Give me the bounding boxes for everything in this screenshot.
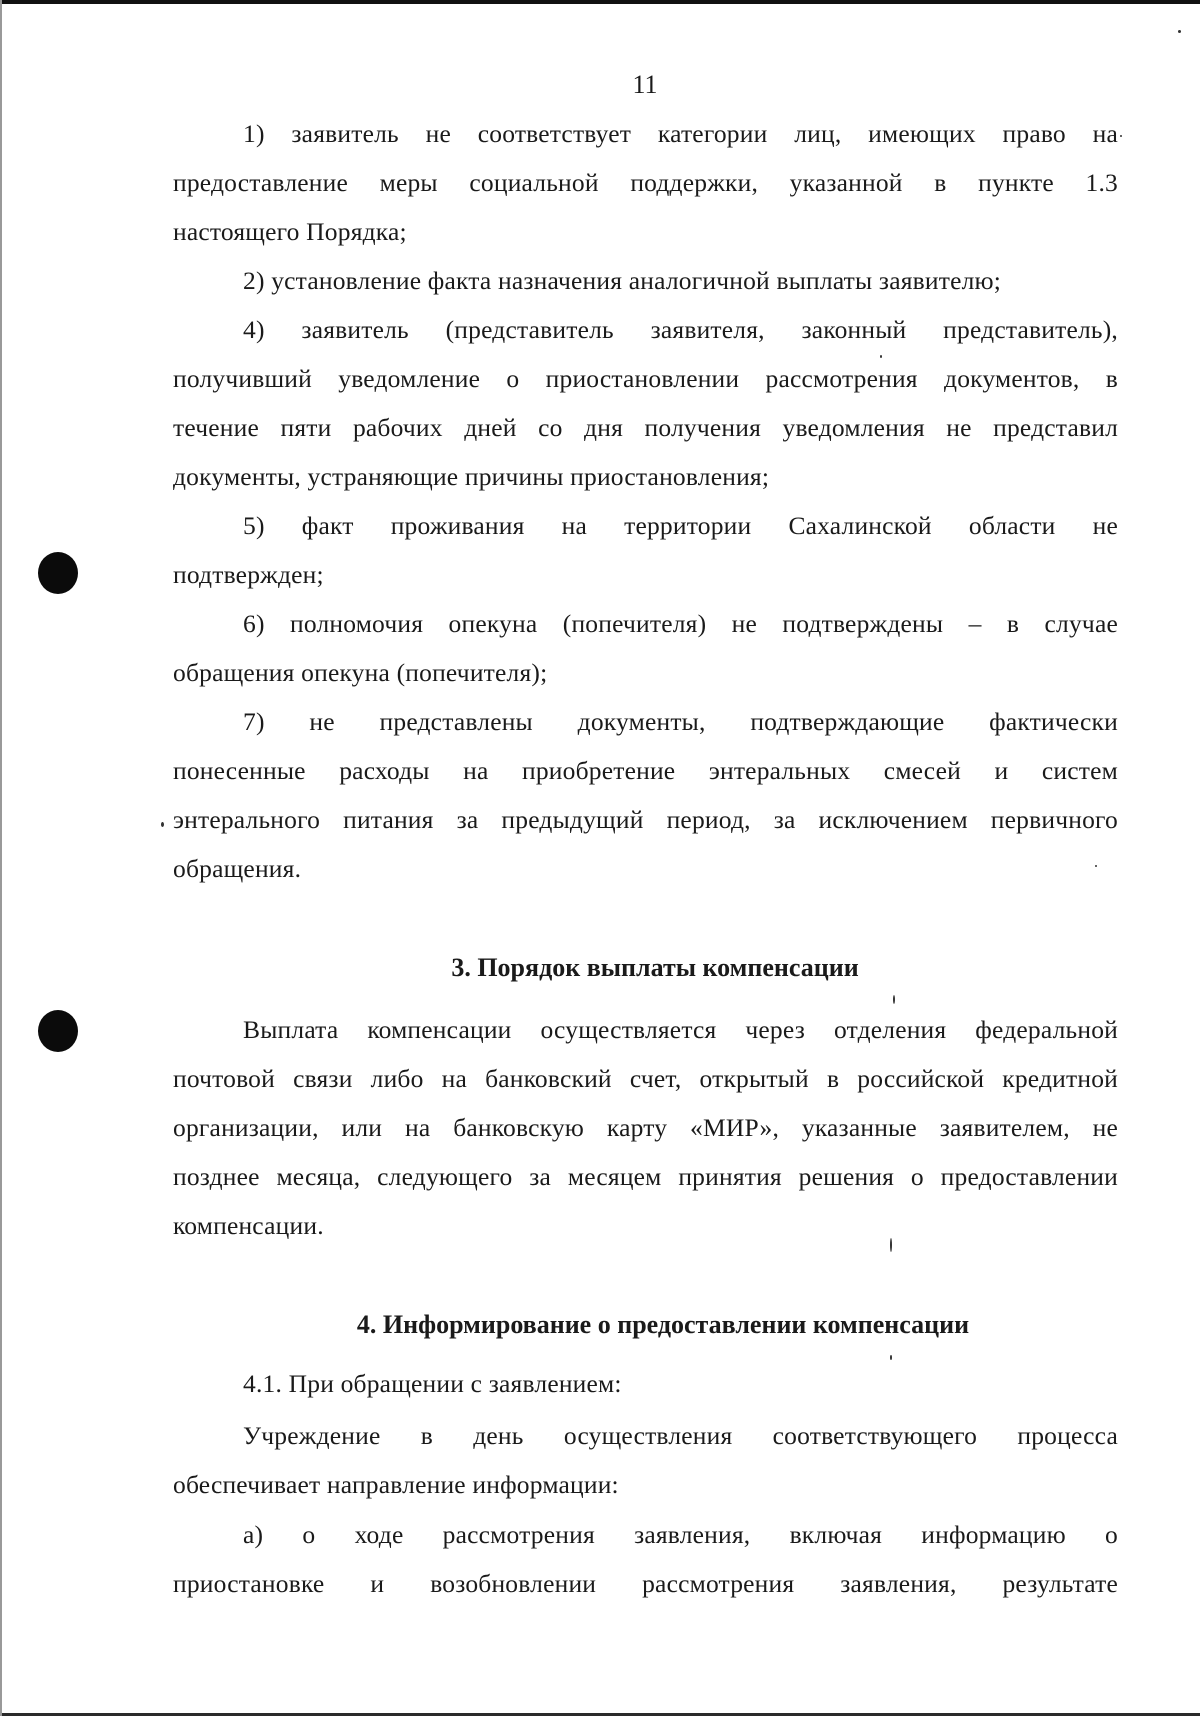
section-3-line-2: почтовой связи либо на банковский счет, открытый в российской кредитной (173, 1064, 1118, 1093)
section-3-line-5: компенсации. (173, 1211, 324, 1240)
section-3-line-3: организации, или на банковскую карту «МИР», указанные заявителем, не (173, 1113, 1118, 1142)
scan-speck (1120, 135, 1122, 137)
scan-speck (890, 1355, 892, 1360)
list-item-1-line-3: настоящего Порядка; (173, 217, 407, 246)
section-4-a-line-2: приостановке и возобновлении рассмотрения заявления, результате (173, 1569, 1118, 1598)
scan-speck (1178, 30, 1181, 33)
page-number: 11 (632, 70, 658, 99)
scan-speck (893, 995, 895, 1004)
list-item-5-line-1: 5) факт проживания на территории Сахалинской области не (243, 511, 1118, 540)
scan-left-edge (0, 0, 2, 1716)
list-item-4-line-2: получивший уведомление о приостановлении рассмотрения документов, в (173, 364, 1118, 393)
section-3-line-1: Выплата компенсации осуществляется через отделения федеральной (243, 1015, 1118, 1044)
list-item-5-line-2: подтвержден; (173, 560, 324, 589)
list-item-7-line-2: понесенные расходы на приобретение энтеральных смесей и систем (173, 756, 1118, 785)
list-item-7-line-1: 7) не представлены документы, подтверждающие фактически (243, 707, 1118, 736)
section-4-p1-line-2: обеспечивает направление информации: (173, 1470, 619, 1499)
section-3-line-4: позднее месяца, следующего за месяцем принятия решения о предоставлении (173, 1162, 1118, 1191)
scan-speck (161, 822, 164, 827)
list-item-2-line-1: 2) установление факта назначения аналогичной выплаты заявителю; (243, 266, 1002, 295)
section-4-heading: 4. Информирование о предоставлении компенсации (356, 1310, 970, 1339)
list-item-6-line-1: 6) полномочия опекуна (попечителя) не подтверждены – в случае (243, 609, 1118, 638)
punch-hole-icon (38, 1010, 78, 1052)
section-4-1-subheading: 4.1. При обращении с заявлением: (243, 1369, 622, 1398)
scan-speck (880, 355, 882, 358)
section-4-p1-line-1: Учреждение в день осуществления соответствующего процесса (243, 1421, 1118, 1450)
list-item-4-line-4: документы, устраняющие причины приостановления; (173, 462, 770, 491)
list-item-1-line-2: предоставление меры социальной поддержки, указанной в пункте 1.3 (173, 168, 1118, 197)
scan-top-edge (0, 0, 1200, 4)
list-item-4-line-1: 4) заявитель (представитель заявителя, законный представитель), (243, 315, 1118, 344)
list-item-7-line-3: энтерального питания за предыдущий период, за исключением первичного (173, 805, 1118, 834)
punch-hole-icon (38, 552, 78, 594)
list-item-7-line-4: обращения. (173, 854, 302, 883)
list-item-4-line-3: течение пяти рабочих дней со дня получения уведомления не представил (173, 413, 1118, 442)
list-item-6-line-2: обращения опекуна (попечителя); (173, 658, 548, 687)
section-4-a-line-1: а) о ходе рассмотрения заявления, включая информацию о (243, 1520, 1118, 1549)
section-3-heading: 3. Порядок выплаты компенсации (451, 953, 859, 982)
list-item-1-line-1: 1) заявитель не соответствует категории лиц, имеющих право на (243, 119, 1118, 148)
